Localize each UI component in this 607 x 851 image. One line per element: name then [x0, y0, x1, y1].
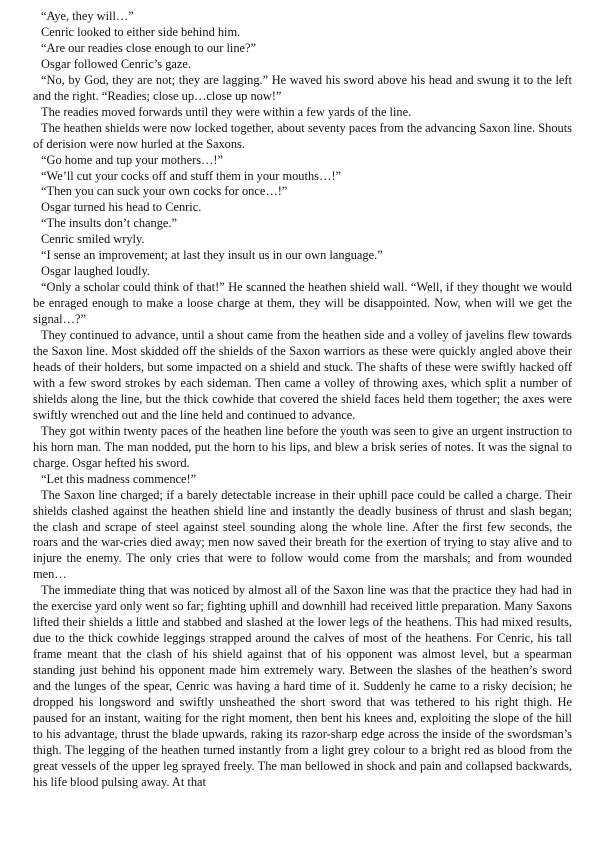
paragraph: “Are our readies close enough to our line?” [41, 40, 257, 55]
paragraph: They continued to advance, until a shout came from the heathen side and a volley of javelins flew towards the Saxon line. Most skidded off the shields of the Saxon warriors as these were quickly angled above their heads of their holders, but some impacted on a shield and stuck. The shafts of these were swiftly hacked off with a few sword strokes by each sideman. Then came a volley of throwing axes, which split a number of shields along the line, but the thick cowhide that covered the shield faces held them together; the axes were swiftly wrenched out and the line held and continued to advance. [33, 328, 572, 422]
paragraph: “Aye, they will…” [41, 9, 134, 23]
paragraph: “Only a scholar could think of that!” He scanned the heathen shield wall. “Well, if they thought we would be enraged enough to make a loose charge at them, they will be disappointed. Now, when will we get the signal…?” [33, 280, 572, 327]
paragraph: Osgar followed Cenric’s gaze. [41, 56, 192, 71]
paragraph: “Then you can suck your own cocks for once…!” [41, 184, 288, 199]
paragraph: They got within twenty paces of the heathen line before the youth was seen to give an urgent instruction to his horn man. The man nodded, put the horn to his lips, and blew a brisk series of notes. It was the signal to charge. Osgar hefted his sword. [33, 423, 572, 470]
paragraph: “The insults don’t change.” [41, 216, 178, 231]
paragraph: Cenric looked to either side behind him. [41, 24, 241, 39]
paragraph: Osgar laughed loudly. [41, 264, 150, 279]
paragraph: Osgar turned his head to Cenric. [41, 200, 202, 215]
paragraph: “We’ll cut your cocks off and stuff them in your mouths…!” [41, 168, 341, 183]
paragraph: The heathen shields were now locked together, about seventy paces from the advancing Saxon line. Shouts of derision were now hurled at the Saxons. [33, 120, 572, 151]
paragraph: “Go home and tup your mothers…!” [41, 152, 224, 167]
paragraph: “I sense an improvement; at last they insult us in our own language.” [41, 248, 383, 263]
paragraph: Cenric smiled wryly. [41, 232, 145, 247]
paragraph: “No, by God, they are not; they are lagging.” He waved his sword above his head and swung it to the left and the right. “Readies; close up…close up now!” [33, 72, 572, 103]
body-text [33, 9, 572, 791]
paragraph: The readies moved forwards until they were within a few yards of the line. [41, 104, 412, 119]
paragraph: The immediate thing that was noticed by almost all of the Saxon line was that the practice they had had in the exercise yard only went so far; fighting uphill and downhill had received little preparation. Many Saxons lifted their shields a little and stabbed and slashed at the lower legs of the heathens. This had mixed results, due to the thick cowhide leggings strapped around the calves of most of the heathens. For Cenric, his tall frame meant that the clash of his shield against that of his opponent was almost level, but a spearman standing just behind his opponent made him extremely wary. Between the slashes of the heathen’s sword and the lunges of the spear, Cenric was having a hard time of it. Suddenly he came to a risky decision; he dropped his longsword and swiftly unsheathed the short sword that was tethered to his right thigh. He paused for an instant, waiting for the right moment, then bent his knees and, exploiting the slope of the hill to his advantage, thrust the blade upwards, raking its razor-sharp edge across the inside of the swordsman’s thigh. The legging of the heathen turned instantly from a light grey colour to a bright red as blood from the great vessels of the upper leg sprayed freely. The man bellowed in shock and pain and collapsed backwards, his life blood pulsing away. At that [33, 583, 572, 789]
paragraph: “Let this madness commence!” [41, 471, 197, 486]
paragraph: The Saxon line charged; if a barely detectable increase in their uphill pace could be called a charge. Their shields clashed against the heathen shield line and instantly the deadly business of thrust and slash began; the clash and scrape of steel against steel sounding along the whole line. After the first few seconds, the roars and the war-cries died away; men now saved their breath for the exertion of trying to stay alive and to injure the enemy. The only cries that were to follow would come from the marshals; and from wounded men… [33, 487, 572, 582]
